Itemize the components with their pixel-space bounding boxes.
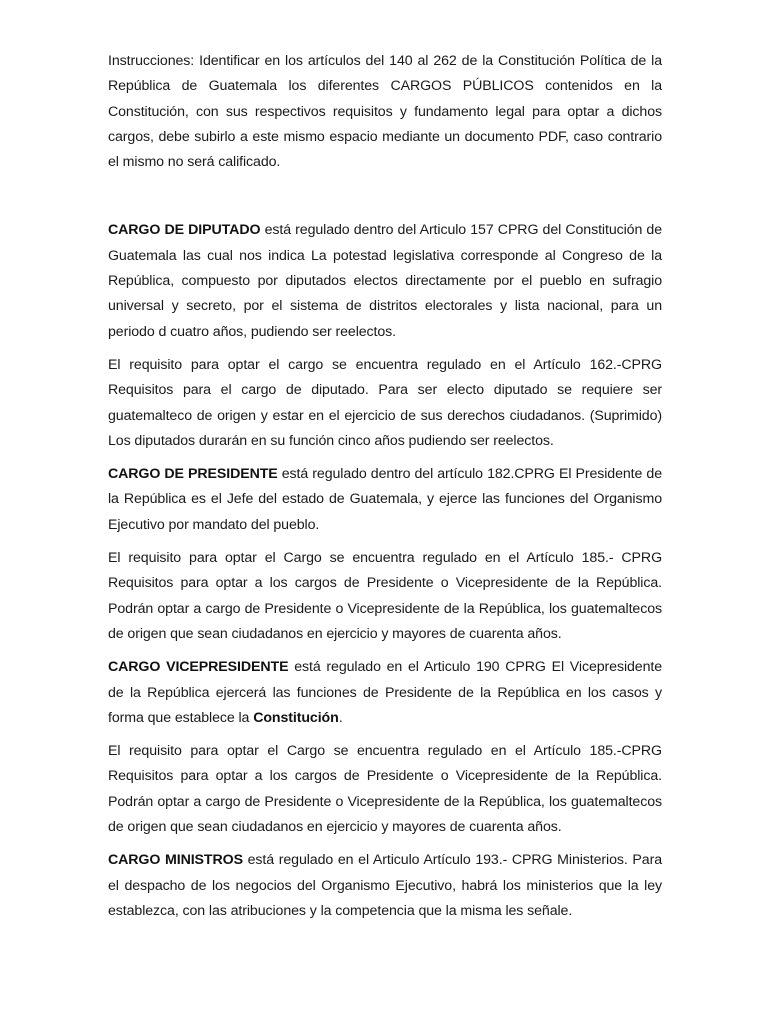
document-page — [108, 49, 662, 932]
ministros-text: está regulado en el Articulo Artículo 193.- CPRG Ministerios. Para el despacho de los negocios del Organismo Ejecutivo, habrá los ministerios que la ley establezca, con las atribuciones y la competencia que la misma les señale. — [108, 852, 662, 919]
vicepresidente-text: está regulado en el Articulo 190 CPRG El Vicepresidente de la República ejercerá las funciones de Presidente de la República en los casos y forma que establece la — [108, 659, 662, 726]
diputado-heading: CARGO DE DIPUTADO — [108, 222, 261, 239]
presidente-paragraph — [108, 462, 662, 538]
vicepresidente-paragraph — [108, 655, 662, 731]
ministros-heading: CARGO MINISTROS — [108, 852, 243, 869]
presidente-heading: CARGO DE PRESIDENTE — [108, 466, 278, 483]
diputado-requisito-paragraph: El requisito para optar el cargo se encuentra regulado en el Artículo 162.-CPRG Requisitos para el cargo de diputado. Para ser electo diputado se requiere ser guatemalteco de origen y estar en el ejercicio de sus derechos ciudadanos. (Suprimido) Los diputados durarán en su función cinco años pudiendo ser reelectos. — [108, 356, 662, 449]
constitucion-bold-word: Constitución — [253, 709, 339, 726]
ministros-paragraph — [108, 848, 662, 924]
diputado-text: está regulado dentro del Articulo 157 CPRG del Constitución de Guatemala las cual nos indica La potestad legislativa corresponde al Congreso de la República, compuesto por diputados electos directamente por el pueblo en sufragio universal y secreto, por el sistema de distritos electorales y lista nacional, para un periodo d cuatro años, pudiendo ser reelectos. — [108, 222, 662, 340]
presidente-requisito-paragraph: El requisito para optar el Cargo se encuentra regulado en el Artículo 185.- CPRG Requisitos para optar a los cargos de Presidente o Vicepresidente de la República. Podrán optar a cargo de Presidente o Vicepresidente de la República, los guatemaltecos de origen que sean ciudadanos en ejercicio y mayores de cuarenta años. — [108, 550, 662, 642]
presidente-text: está regulado dentro del artículo 182.CPRG El Presidente de la República es el Jefe del estado de Guatemala, y ejerce las funciones del Organismo Ejecutivo por mandato del pueblo. — [108, 466, 662, 533]
vicepresidente-text-end: . — [338, 709, 343, 726]
instructions-paragraph: Instrucciones: Identificar en los artículos del 140 al 262 de la Constitución Política de la República de Guatemala los diferentes CARGOS PÚBLICOS contenidos en la Constitución, con sus respectivos requisitos y fundamento legal para optar a dichos cargos, debe subirlo a este mismo espacio mediante un documento PDF, caso contrario el mismo no será calificado. — [108, 53, 662, 171]
diputado-paragraph — [108, 218, 662, 344]
paragraph-spacer — [108, 175, 662, 218]
vicepresidente-requisito-paragraph: El requisito para optar el Cargo se encuentra regulado en el Artículo 185.-CPRG Requisitos para optar a los cargos de Presidente o Vicepresidente de la República. Podrán optar a cargo de Presidente o Vicepresidente de la República, los guatemaltecos de origen que sean ciudadanos en ejercicio y mayores de cuarenta años. — [108, 743, 662, 836]
vicepresidente-heading: CARGO VICEPRESIDENTE — [108, 659, 289, 676]
